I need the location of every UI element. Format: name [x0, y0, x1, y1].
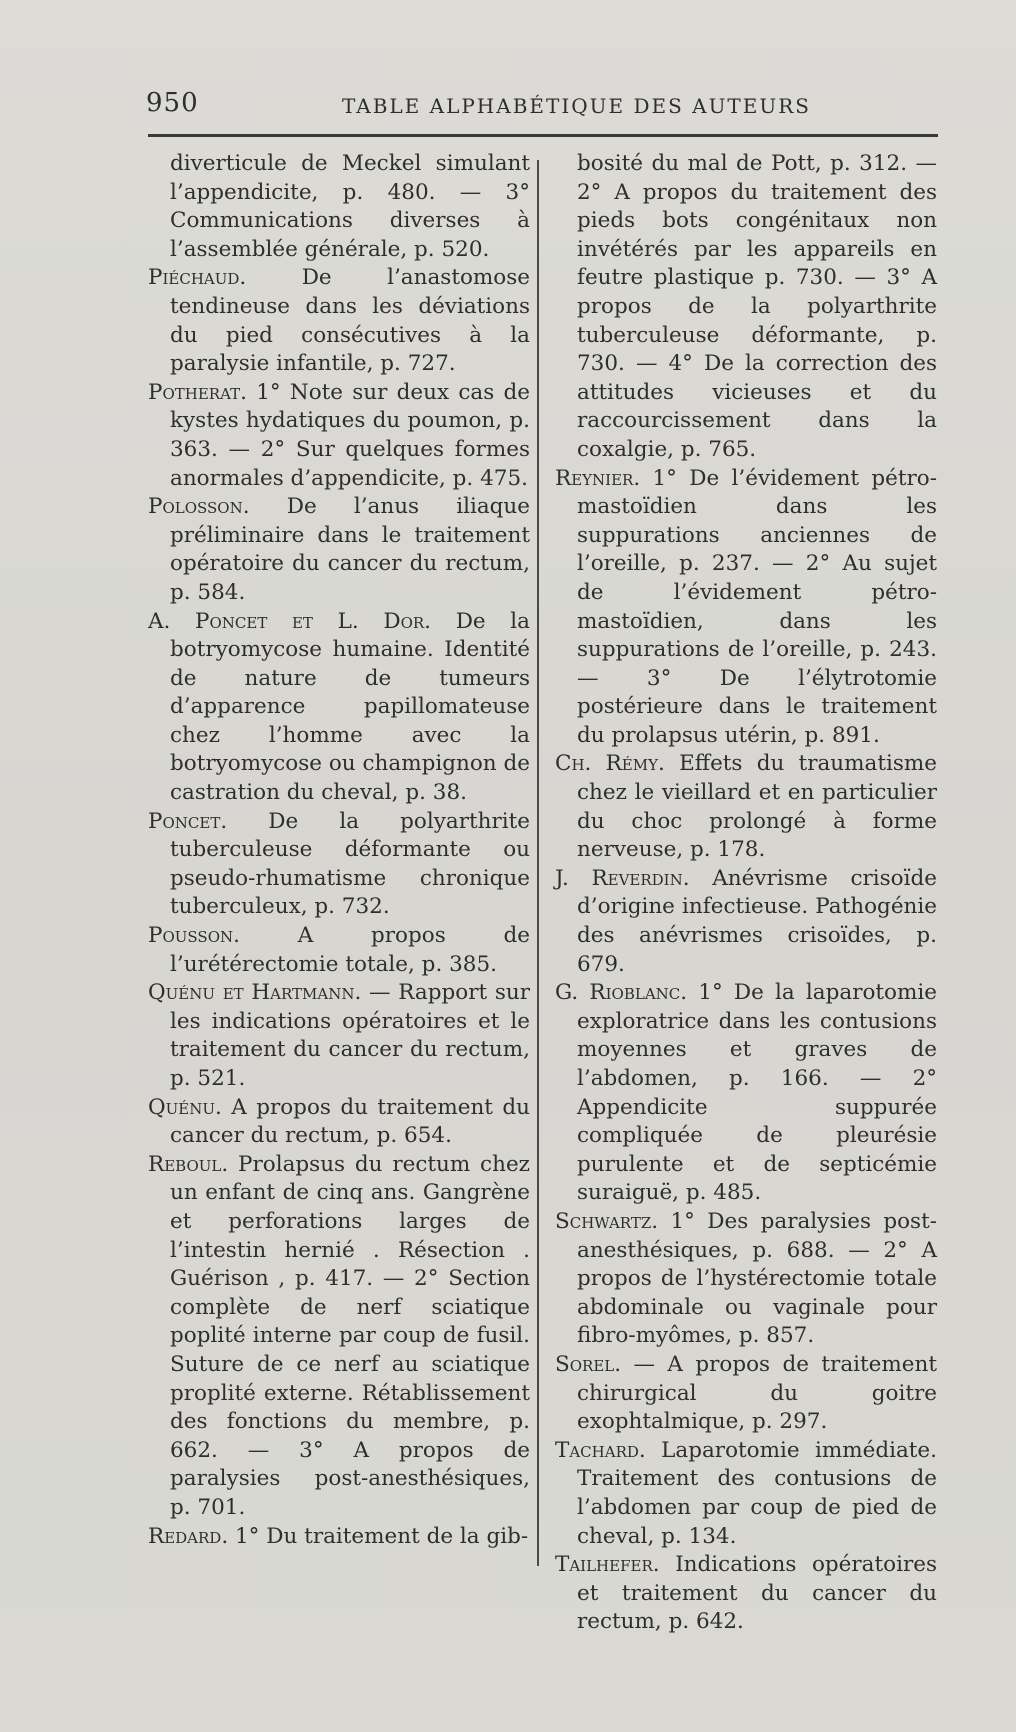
running-title: TABLE ALPHABÉTIQUE DES AUTEURS — [342, 94, 811, 118]
entry-author: Reynier. — [555, 465, 641, 491]
entry-text: A propos de l’urétérectomie totale, p. 385. — [170, 923, 530, 977]
entry-author: Ch. Rémy. — [555, 751, 665, 777]
left-column — [148, 150, 530, 1551]
entry-author: Tailhefer. — [555, 1552, 660, 1578]
index-entry — [555, 750, 937, 864]
index-entry — [148, 808, 530, 922]
entry-author: Piéchaud. — [148, 265, 247, 291]
index-entry — [148, 979, 530, 1093]
entry-text: A propos du traitement du cancer du rectum, p. 654. — [170, 1094, 530, 1149]
entry-text: Prolapsus du rectum chez un enfant de cinq ans. Gangrène et perforations larges de l’intestin hernié . Résection . Guérison , p. 417. — 2° Section complète de nerf sciatique poplité interne par coup de fusil. Suture de ce nerf au sciatique proplité externe. Rétablissement des fonctions du membre, p. 662. — 3° A propos de paralysies post-anesthésiques, p. 701. — [170, 1151, 530, 1520]
entry-text: De la polyarthrite tuberculeuse déformante ou pseudo-rhumatisme chronique tuberculeux, p. 732. — [170, 808, 530, 920]
entry-author: Pousson. — [148, 923, 240, 949]
entry-author: Tachard. — [555, 1437, 646, 1463]
entry-text: bosité du mal de Pott, p. 312. — 2° A propos du traitement des pieds bots congénitaux non invétérés par les appareils en feutre plastique p. 730. — 3° A propos de la polyarthrite tuberculeuse déformante, p. 730. — 4° De la correction des attitudes vicieuses et du raccourcissement dans la coxalgie, p. 765. — [577, 151, 937, 462]
entry-author: Schwartz. — [555, 1208, 659, 1234]
index-entry — [555, 1351, 937, 1437]
entry-author: Polosson. — [148, 494, 250, 520]
entry-author: A. Poncet et L. Dor. — [148, 608, 432, 634]
header-rule — [148, 134, 938, 137]
entry-text: 1° Du traitement de la gib- — [235, 1523, 529, 1549]
index-entry — [148, 379, 530, 493]
index-entry — [555, 979, 937, 1208]
entry-author: Quénu. — [148, 1094, 222, 1120]
index-entry — [555, 1437, 937, 1551]
entry-text: 1° De la laparotomie exploratrice dans les contusions moyennes et graves de l’abdomen, p. 166. — 2° Appendicite suppurée compliquée de pleurésie purulente et de septicémie suraiguë, p. 485. — [577, 980, 937, 1206]
right-column — [555, 150, 937, 1637]
entry-author: Sorel. — [555, 1351, 622, 1377]
entry-author: Quénu et Hartmann. — [148, 980, 362, 1006]
page-number: 950 — [146, 88, 199, 118]
entry-author: Potherat. — [148, 379, 247, 405]
column-divider — [537, 160, 539, 1566]
entry-text: — A propos de traitement chirurgical du goitre exophtalmique, p. 297. — [577, 1351, 937, 1435]
entry-text: — Rapport sur les indications opératoires et le traitement du cancer du rectum, p. 521. — [170, 980, 531, 1091]
entry-author: G. Rioblanc. — [555, 980, 688, 1006]
entry-text: De l’anus iliaque préliminaire dans le traitement opératoire du cancer du rectum, p. 584. — [170, 494, 530, 605]
entry-text: De l’anastomose tendineuse dans les déviations du pied consécutives à la paralysie infantile, p. 727. — [170, 265, 530, 377]
entry-text: 1° Des paralysies post-anesthésiques, p. 688. — 2° A propos de l’hystérectomie totale abdominale ou vaginale pour fibro-myômes, p. 857. — [577, 1208, 937, 1349]
index-entry — [148, 922, 530, 979]
index-entry — [555, 1551, 937, 1637]
entry-text: 1° Note sur deux cas de kystes hydatiques du poumon, p. 363. — 2° Sur quelques formes anormales d’appendicite, p. 475. — [170, 379, 530, 491]
entry-author: Reboul. — [148, 1151, 229, 1177]
entry-text: diverticule de Meckel simulant l’appendicite, p. 480. — 3° Communications diverses à l’assemblée générale, p. 520. — [170, 151, 530, 262]
index-entry — [148, 264, 530, 378]
index-entry — [148, 150, 530, 264]
index-entry — [555, 150, 937, 465]
entry-author: Poncet. — [148, 808, 228, 834]
entry-text: 1° De l’évidement pétro-mastoïdien dans les suppurations anciennes de l’oreille, p. 237. — 2° Au sujet de l’évidement pétro-mastoïdien, dans les suppurations de l’oreille, p. 243. — 3° De l’élytrotomie postérieure dans le traitement du prolapsus utérin, p. 891. — [577, 465, 937, 748]
entry-text: Anévrisme crisoïde d’origine infectieuse. Pathogénie des anévrismes crisoïdes, p. 679. — [577, 865, 937, 977]
index-entry — [555, 1208, 937, 1351]
entry-author: J. Reverdin. — [555, 865, 690, 891]
entry-text: Effets du traumatisme chez le vieillard et en particulier du choc prolongé à forme nerveuse, p. 178. — [577, 751, 937, 863]
entry-author: Redard. — [148, 1523, 229, 1549]
index-entry — [555, 465, 937, 751]
entry-text: De la botryomycose humaine. Identité de nature de tumeurs d’apparence papillomateuse chez l’homme avec la botryomycose ou champignon de castration du cheval, p. 38. — [170, 608, 530, 806]
entry-text: Indications opératoires et traitement du cancer du rectum, p. 642. — [577, 1552, 937, 1635]
index-entry — [148, 493, 530, 607]
index-entry — [555, 865, 937, 979]
page-header — [146, 88, 940, 128]
index-entry — [148, 1523, 530, 1552]
index-entry — [148, 608, 530, 808]
index-entry — [148, 1094, 530, 1151]
entry-text: Laparotomie immédiate. Traitement des contusions de l’abdomen par coup de pied de cheval, p. 134. — [577, 1437, 937, 1549]
index-entry — [148, 1151, 530, 1523]
